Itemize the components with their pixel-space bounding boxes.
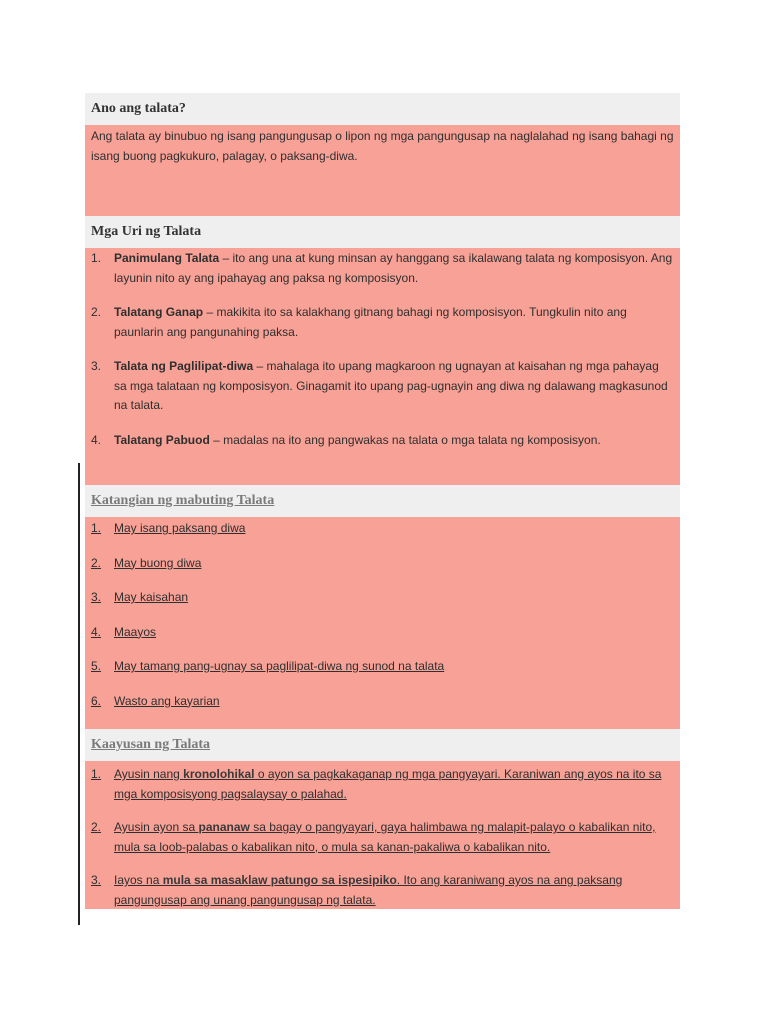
list-item[interactable]: 2. Ayusin ayon sa pananaw sa bagay o pangyayari, gaya halimbawa ng malapit-palayo o kabalikan nito, mula sa loob-palabas o kabalikan nito, o mula sa kanan-pakaliwa o kabalikan nito. xyxy=(91,820,656,854)
types-list xyxy=(91,249,674,450)
list-item: 1. Panimulang Talata – ito ang una at kung minsan ay hanggang sa ikalawang talata ng komposisyon. Ang layunin nito ay ang ipahayag ang paksa ng komposisyon. xyxy=(91,251,673,285)
section-heading-ano-ang-talata: Ano ang talata? xyxy=(85,93,680,125)
definition-text: Ang talata ay binubuo ng isang pangungusap o lipon ng mga pangungusap na naglalahad ng isang bahagi ng isang buong pagkukuro, palagay, o paksang-diwa. xyxy=(91,129,674,163)
order-block xyxy=(85,761,680,909)
list-item[interactable]: 3. May kaisahan xyxy=(91,590,189,604)
list-item: 2. Talatang Ganap – makikita ito sa kalakhang gitnang bahagi ng komposisyon. Tungkulin nito ang paunlarin ang pangunahing paksa. xyxy=(91,305,627,339)
section-heading-katangian[interactable]: Katangian ng mabuting Talata xyxy=(85,485,680,517)
list-item[interactable]: 4. Maayos xyxy=(91,624,157,639)
list-item[interactable]: 1. Ayusin nang kronolohikal o ayon sa pagkakaganap ng mga pangyayari. Karaniwan ang ayos na ito sa mga komposisyong pagsalaysay o palahad. xyxy=(91,767,662,801)
list-item[interactable]: 5. May tamang pang-ugnay sa paglilipat-diwa ng sunod na talata xyxy=(91,659,445,673)
list-item[interactable]: 1. May isang paksang diwa xyxy=(91,521,246,535)
document xyxy=(85,93,680,909)
section-heading-kaayusan[interactable]: Kaayusan ng Talata xyxy=(85,729,680,761)
list-item[interactable]: 6. Wasto ang kayarian xyxy=(91,693,220,708)
margin-change-bar xyxy=(78,463,80,925)
types-block xyxy=(85,248,680,485)
list-item: 4. Talatang Pabuod – madalas na ito ang pangwakas na talata o mga talata ng komposisyon. xyxy=(91,432,601,447)
list-item[interactable]: 3. Iayos na mula sa masaklaw patungo sa ispesipiko. Ito ang karaniwang ayos na ang paksang pangungusap ang unang pangungusap ng talata. xyxy=(91,873,623,907)
definition-block xyxy=(85,125,680,216)
list-item: 3. Talata ng Paglilipat-diwa – mahalaga ito upang magkaroon ng ugnayan at kaisahan ng mga pahayag sa mga talataan ng komposisyon. Ginagamit ito upang pag-ugnayin ang diwa ng dalawang magkasunod na talata. xyxy=(91,359,668,412)
characteristics-block xyxy=(85,517,680,729)
characteristics-list xyxy=(91,519,674,711)
section-heading-mga-uri: Mga Uri ng Talata xyxy=(85,216,680,248)
order-list xyxy=(91,765,674,910)
list-item[interactable]: 2. May buong diwa xyxy=(91,555,202,570)
